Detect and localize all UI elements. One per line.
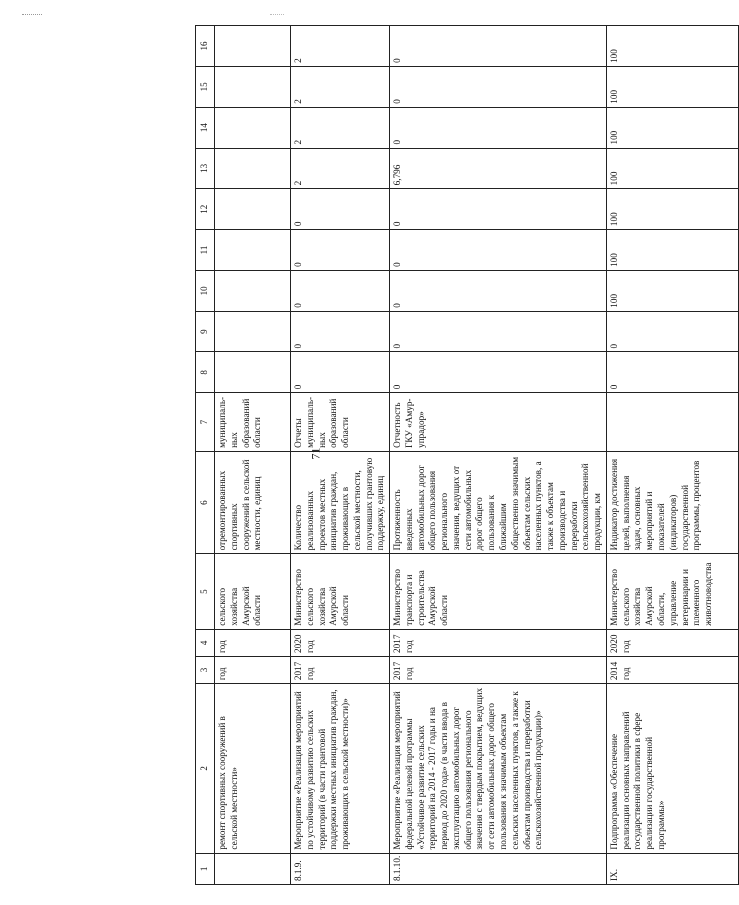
cell-value xyxy=(215,230,291,271)
cell-value: 0 xyxy=(390,66,607,107)
cell-executor: сельского хозяйства Амурской области xyxy=(215,554,291,629)
cell-indicator: отремонтированных спортивных сооружений в сельской местности, единиц xyxy=(215,451,291,554)
cell-value xyxy=(215,107,291,148)
cell-start: год xyxy=(215,656,291,683)
cell-value xyxy=(215,66,291,107)
cell-start: 2017 год xyxy=(291,656,390,683)
cell-value: 0 xyxy=(291,270,390,311)
cell-value: 100 xyxy=(606,270,738,311)
cell-value xyxy=(215,270,291,311)
col-header: 1 xyxy=(196,853,215,884)
table-row xyxy=(390,26,607,885)
cell-indicator: Количество реализованных проектов местных инициатив граждан, проживающих в сельской местности, получивших грантовую поддержку, единиц xyxy=(291,451,390,554)
cell-value: 0 xyxy=(291,230,390,271)
cell-value: 100 xyxy=(606,189,738,230)
cell-source xyxy=(606,393,738,452)
cell-source: Отчетность ГКУ «Амур-упрадор» xyxy=(390,393,607,452)
col-header: 9 xyxy=(196,311,215,352)
col-header: 10 xyxy=(196,270,215,311)
cell-end: год xyxy=(215,629,291,656)
col-header: 15 xyxy=(196,66,215,107)
col-header: 12 xyxy=(196,189,215,230)
cell-value xyxy=(215,189,291,230)
cell-number xyxy=(215,853,291,884)
cell-number: 8.1.10. xyxy=(390,853,607,884)
cell-name: Подпрограмма «Обеспечение реализации основных направлений государственной политики в сфере реализации государственной программы» xyxy=(606,684,738,853)
cell-number: 8.1.9. xyxy=(291,853,390,884)
cell-executor: Министерство сельского хозяйства Амурской области, управление ветеринарии и племенного животноводства xyxy=(606,554,738,629)
cell-end: 2017 год xyxy=(390,629,607,656)
cell-source: муниципаль-ных образований области xyxy=(215,393,291,452)
cell-value: 0 xyxy=(291,311,390,352)
cell-value: 0 xyxy=(390,26,607,67)
table-header-row xyxy=(196,26,215,885)
cell-value: 2 xyxy=(291,26,390,67)
cell-start: 2017 год xyxy=(390,656,607,683)
cell-value: 0 xyxy=(390,107,607,148)
cell-end: 2020 год xyxy=(291,629,390,656)
cell-indicator: Индикатор достижения целей, выполнения задач, основных мероприятий и показателей (индикаторов) государственной программы, процентов xyxy=(606,451,738,554)
cell-value: 0 xyxy=(291,189,390,230)
col-header: 7 xyxy=(196,393,215,452)
col-header: 3 xyxy=(196,656,215,683)
cell-number: IX. xyxy=(606,853,738,884)
cell-value: 2 xyxy=(291,107,390,148)
col-header: 5 xyxy=(196,554,215,629)
cell-executor: Министерство транспорта и строительства Амурской области xyxy=(390,554,607,629)
cell-value: 2 xyxy=(291,66,390,107)
col-header: 4 xyxy=(196,629,215,656)
cell-executor: Министерство сельского хозяйства Амурской области xyxy=(291,554,390,629)
cell-value: 100 xyxy=(606,230,738,271)
col-header: 14 xyxy=(196,107,215,148)
col-header: 2 xyxy=(196,684,215,853)
cell-value: 100 xyxy=(606,107,738,148)
page-number: 71 xyxy=(308,447,323,460)
cell-value: 0 xyxy=(606,311,738,352)
cell-value xyxy=(215,311,291,352)
table-row xyxy=(215,26,291,885)
cell-value: 2 xyxy=(291,148,390,189)
cell-value: 0 xyxy=(390,352,607,393)
cell-end: 2020 год xyxy=(606,629,738,656)
cell-source: Отчеты муниципаль-ных образований области xyxy=(291,393,390,452)
cell-value: 100 xyxy=(606,148,738,189)
cell-value xyxy=(215,148,291,189)
col-header: 11 xyxy=(196,230,215,271)
indicator-table xyxy=(195,25,739,885)
cell-name: Мероприятие «Реализация мероприятий по устойчивому развитию сельских территорий (в части грантовой поддержки местных инициатив граждан, проживающих в сельской местности)» xyxy=(291,684,390,853)
cell-value: 0 xyxy=(390,270,607,311)
cell-indicator: Протяженность введенных автомобильных дорог общего пользования регионального значения, ведущих от сети автомобильных дорог общего пользования к ближайшим общественно значимым объектам сельских населенных пунктов, а также к объектам производства и переработки сельскохозяйственной продукции, км xyxy=(390,451,607,554)
cell-value xyxy=(215,352,291,393)
col-header: 13 xyxy=(196,148,215,189)
cell-value: 100 xyxy=(606,66,738,107)
cell-value: 0 xyxy=(390,230,607,271)
col-header: 8 xyxy=(196,352,215,393)
col-header: 16 xyxy=(196,26,215,67)
cell-value: 0 xyxy=(390,189,607,230)
cell-value xyxy=(215,26,291,67)
cell-value: 6,796 xyxy=(390,148,607,189)
cell-name: ремонт спортивных сооружений в сельской местности» xyxy=(215,684,291,853)
cell-value: 0 xyxy=(606,352,738,393)
rotated-table-container xyxy=(195,25,725,885)
cell-value: 0 xyxy=(291,352,390,393)
col-header: 6 xyxy=(196,451,215,554)
cell-value: 100 xyxy=(606,26,738,67)
cell-value: 0 xyxy=(390,311,607,352)
cell-name: Мероприятие «Реализация мероприятий федеральной целевой программы «Устойчивое развитие сельских территорий на 2014 - 2017 годы и на период до 2020 года» (в части ввода в эксплуатацию автомобильных дорог общего пользования регионального значения с твердым покрытием, ведущих от сети автомобильных дорог общего пользования к значимым объектам сельских населенных пунктов, а также к объектам производства и переработки сельскохозяйственной продукции)» xyxy=(390,684,607,853)
cell-start: 2014 год xyxy=(606,656,738,683)
table-row xyxy=(291,26,390,885)
table-row xyxy=(606,26,738,885)
